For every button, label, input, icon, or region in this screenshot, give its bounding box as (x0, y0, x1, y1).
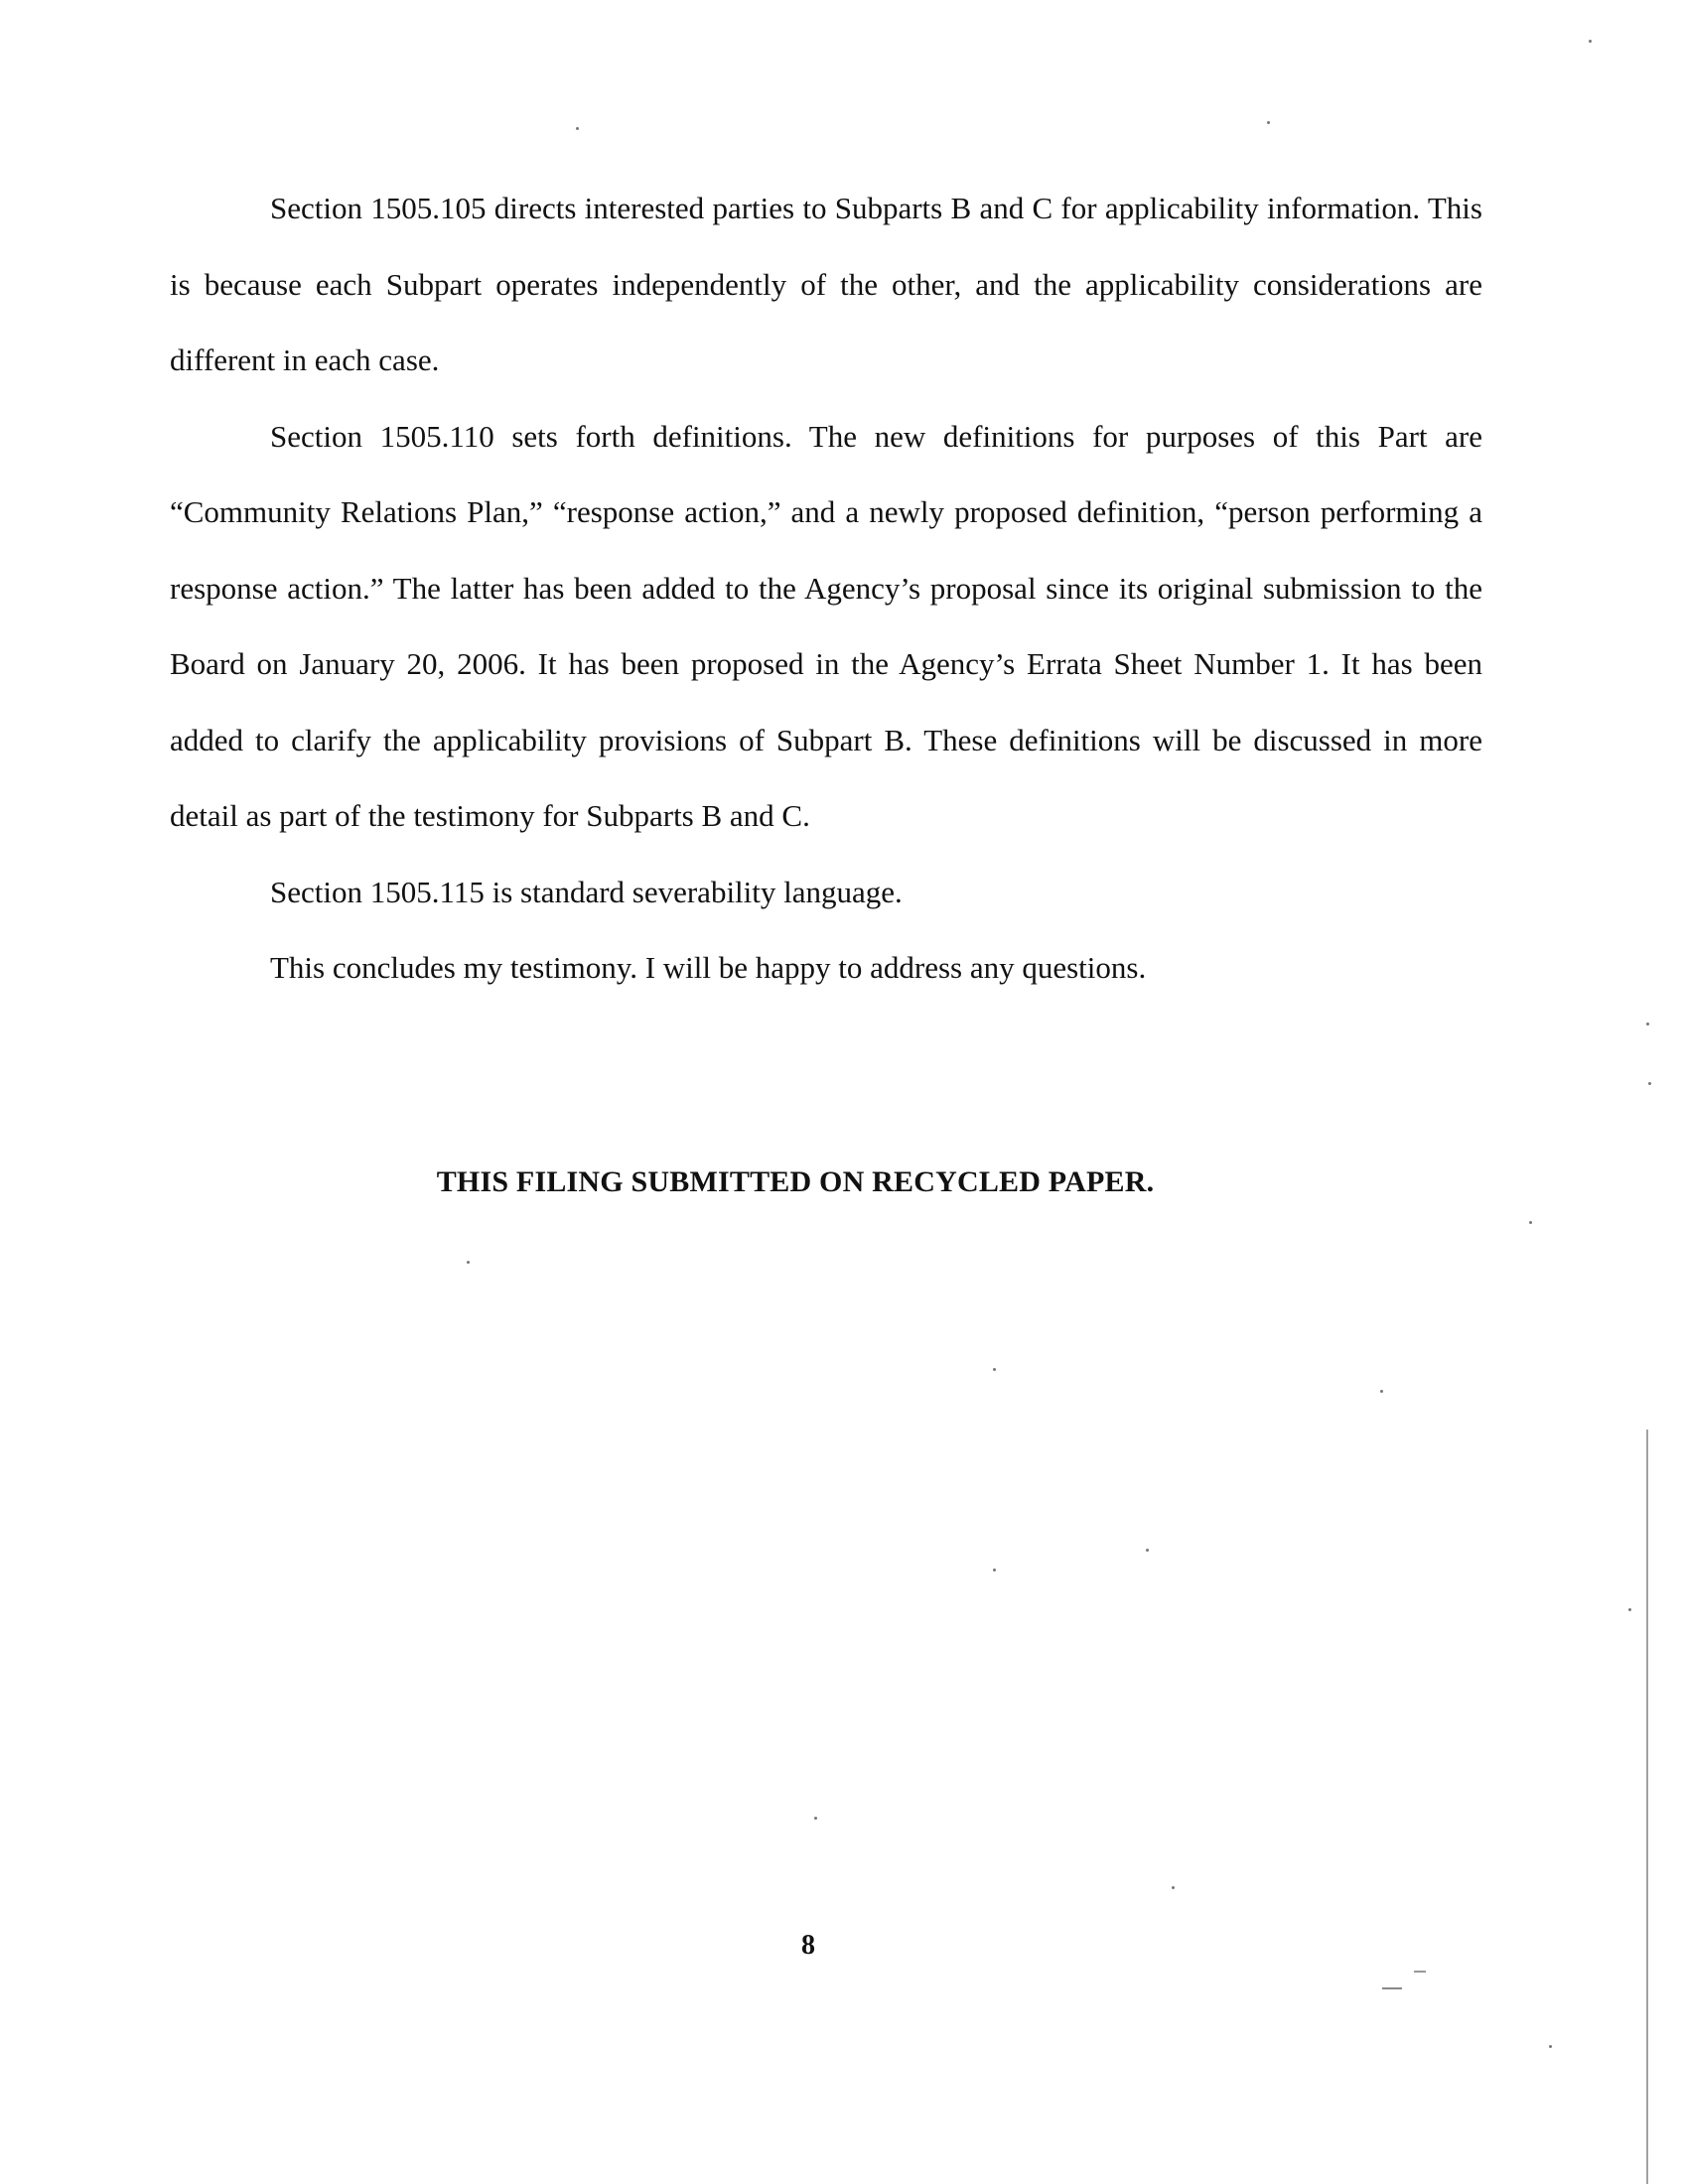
scan-speck (1628, 1608, 1631, 1611)
paragraph-section-1505-105: Section 1505.105 directs interested parties to Subparts B and C for applicability information. This is because each Subpart operates independently of the other, and the applicability considerations are different in each case. (170, 191, 1482, 377)
page-number-text: 8 (801, 1930, 815, 1961)
scan-speck (467, 1261, 470, 1264)
scan-speck (993, 1368, 996, 1371)
scan-speck (1267, 121, 1270, 124)
testimony-body (170, 171, 1482, 1007)
recycled-paper-notice (0, 1165, 1684, 1199)
scan-speck (1146, 1549, 1149, 1552)
scan-speck (1648, 1082, 1651, 1085)
scan-speck (1172, 1886, 1175, 1889)
scan-speck (1380, 1390, 1383, 1393)
scan-speck (1529, 1221, 1532, 1224)
scan-speck (1646, 1023, 1649, 1025)
paragraph-conclusion: This concludes my testimony. I will be happy to address any questions. (270, 950, 1147, 985)
paragraph-section-1505-115: Section 1505.115 is standard severability language. (270, 874, 903, 909)
scan-dash-mark (1414, 1971, 1426, 1973)
scan-speck (1549, 2045, 1552, 2048)
scan-speck (1589, 40, 1592, 43)
scan-speck (576, 127, 579, 130)
paragraph-section-1505-110: Section 1505.110 sets forth definitions. The new definitions for purposes of this Part are “Community Relations Plan,” “response action,” and a newly proposed definition, “person performing a response action.” The latter has been added to the Agency’s proposal since its original submission to the Board on January 20, 2006. It has been proposed in the Agency’s Errata Sheet Number 1. It has been added to clarify the applicability provisions of Subpart B. These definitions will be discussed in more detail as part of the testimony for Subparts B and C. (170, 418, 1482, 833)
scan-speck (993, 1569, 996, 1571)
page-number (0, 1930, 1684, 1962)
recycled-paper-notice-text: THIS FILING SUBMITTED ON RECYCLED PAPER. (436, 1165, 1155, 1198)
scan-speck (814, 1817, 817, 1820)
scan-dash-mark (1382, 1987, 1402, 1989)
scan-edge-line (1646, 1430, 1648, 2184)
